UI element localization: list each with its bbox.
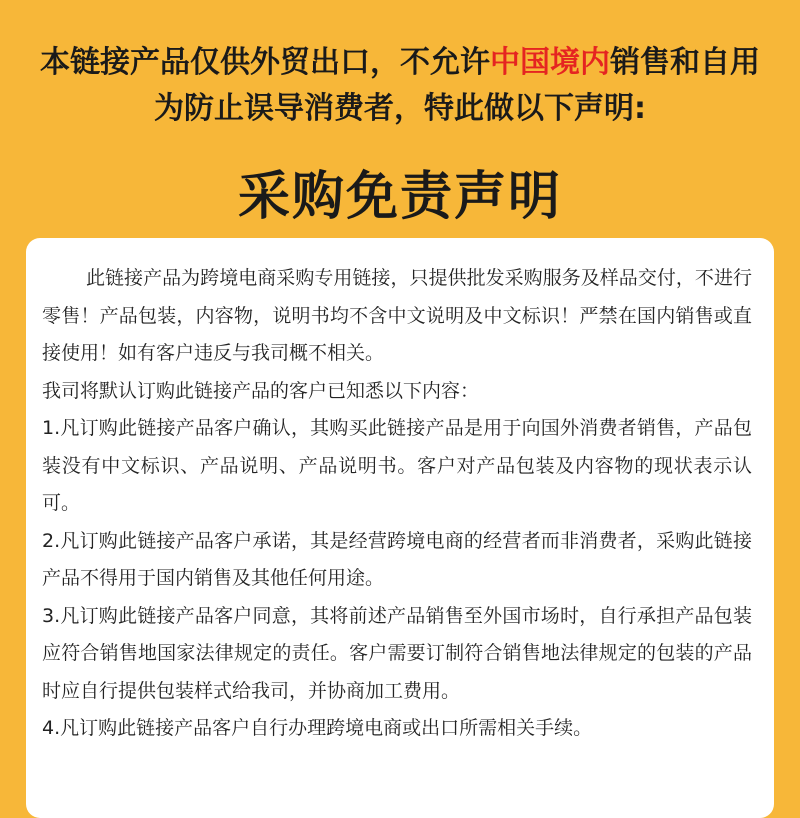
disclaimer-panel xyxy=(26,238,774,818)
header-line-2: 为防止误导消费者，特此做以下声明: xyxy=(154,91,646,126)
lead-paragraph: 我司将默认订购此链接产品的客户已知悉以下内容： xyxy=(42,379,480,402)
clause-2: 2.凡订购此链接产品客户承诺，其是经营跨境电商的经营者而非消费者，采购此链接产品不得用于国内销售及其他任何用途。 xyxy=(42,529,752,589)
intro-paragraph: 此链接产品为跨境电商采购专用链接，只提供批发采购服务及样品交付，不进行零售！产品包装，内容物，说明书均不含中文说明及中文标识！严禁在国内销售或直接使用！如有客户违反与我司概不相关。 xyxy=(42,267,752,364)
header-line-1-text: 本链接产品仅供外贸出口，不允许 xyxy=(40,45,490,80)
clause-1: 1.凡订购此链接产品客户确认，其购买此链接产品是用于向国外消费者销售，产品包装没有中文标识、产品说明、产品说明书。客户对产品包装及内容物的现状表示认可。 xyxy=(42,417,752,514)
header-line-1 xyxy=(0,40,800,86)
page-title: 采购免责声明 xyxy=(237,167,562,227)
clause-3: 3.凡订购此链接产品客户同意，其将前述产品销售至外国市场时，自行承担产品包装应符合销售地国家法律规定的责任。客户需要订制符合销售地法律规定的包装的产品时应自行提供包装样式给我司，并协商加工费用。 xyxy=(42,604,752,702)
header-highlight: 中国境内 xyxy=(490,45,610,80)
clause-4: 4.凡订购此链接产品客户自行办理跨境电商或出口所需相关手续。 xyxy=(42,717,593,739)
header-line-1-tail: 销售和自用 xyxy=(610,45,760,80)
header-notice xyxy=(0,40,800,132)
